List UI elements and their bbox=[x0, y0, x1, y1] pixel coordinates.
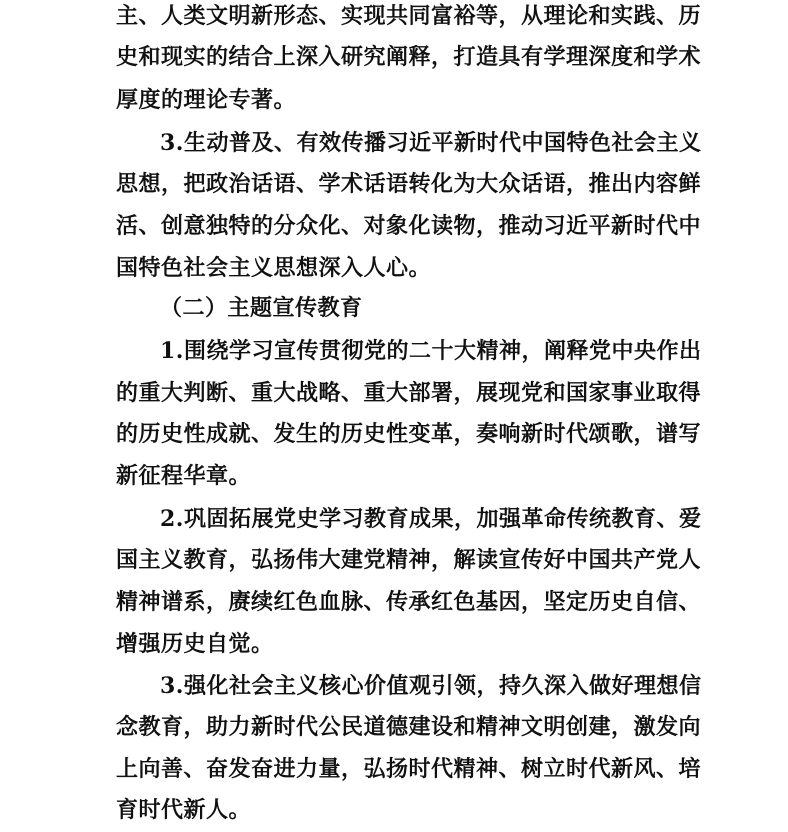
text-line: 上向善、奋发奋进力量，弘扬时代精神、树立时代新风、培 bbox=[116, 756, 702, 782]
text-line: 精神谱系，赓续红色血脉、传承红色基因，坚定历史自信、 bbox=[116, 589, 702, 615]
text-line: 活、创意独特的分众化、对象化读物，推动习近平新时代中 bbox=[116, 213, 702, 239]
text-line: 主、人类文明新形态、实现共同富裕等，从理论和实践、历 bbox=[116, 3, 702, 29]
text-line: 史和现实的结合上深入研究阐释，打造具有学理深度和学术 bbox=[116, 44, 702, 70]
text-line: 增强历史自觉。 bbox=[116, 631, 274, 657]
text-line: 3.生动普及、有效传播习近平新时代中国特色社会主义 bbox=[160, 130, 702, 156]
text-line: 新征程华章。 bbox=[116, 463, 252, 489]
text-line: 3.强化社会主义核心价值观引领，持久深入做好理想信 bbox=[160, 673, 702, 699]
text-line: 厚度的理论专著。 bbox=[116, 87, 297, 113]
text-line: 2.巩固拓展党史学习教育成果，加强革命传统教育、爱 bbox=[160, 506, 702, 532]
section-heading: （二）主题宣传教育 bbox=[160, 295, 363, 321]
text-line: 思想，把政治话语、学术话语转化为大众话语，推出内容鲜 bbox=[116, 171, 702, 197]
text-line: 国主义教育，弘扬伟大建党精神，解读宣传好中国共产党人 bbox=[116, 547, 702, 573]
text-line: 国特色社会主义思想深入人心。 bbox=[116, 255, 432, 281]
text-line: 1.围绕学习宣传贯彻党的二十大精神，阐释党中央作出 bbox=[160, 338, 702, 364]
text-line: 念教育，助力新时代公民道德建设和精神文明创建，激发向 bbox=[116, 714, 702, 740]
text-line: 的历史性成就、发生的历史性变革，奏响新时代颂歌，谱写 bbox=[116, 421, 702, 447]
text-line: 育时代新人。 bbox=[116, 797, 252, 823]
text-line: 的重大判断、重大战略、重大部署，展现党和国家事业取得 bbox=[116, 380, 702, 406]
